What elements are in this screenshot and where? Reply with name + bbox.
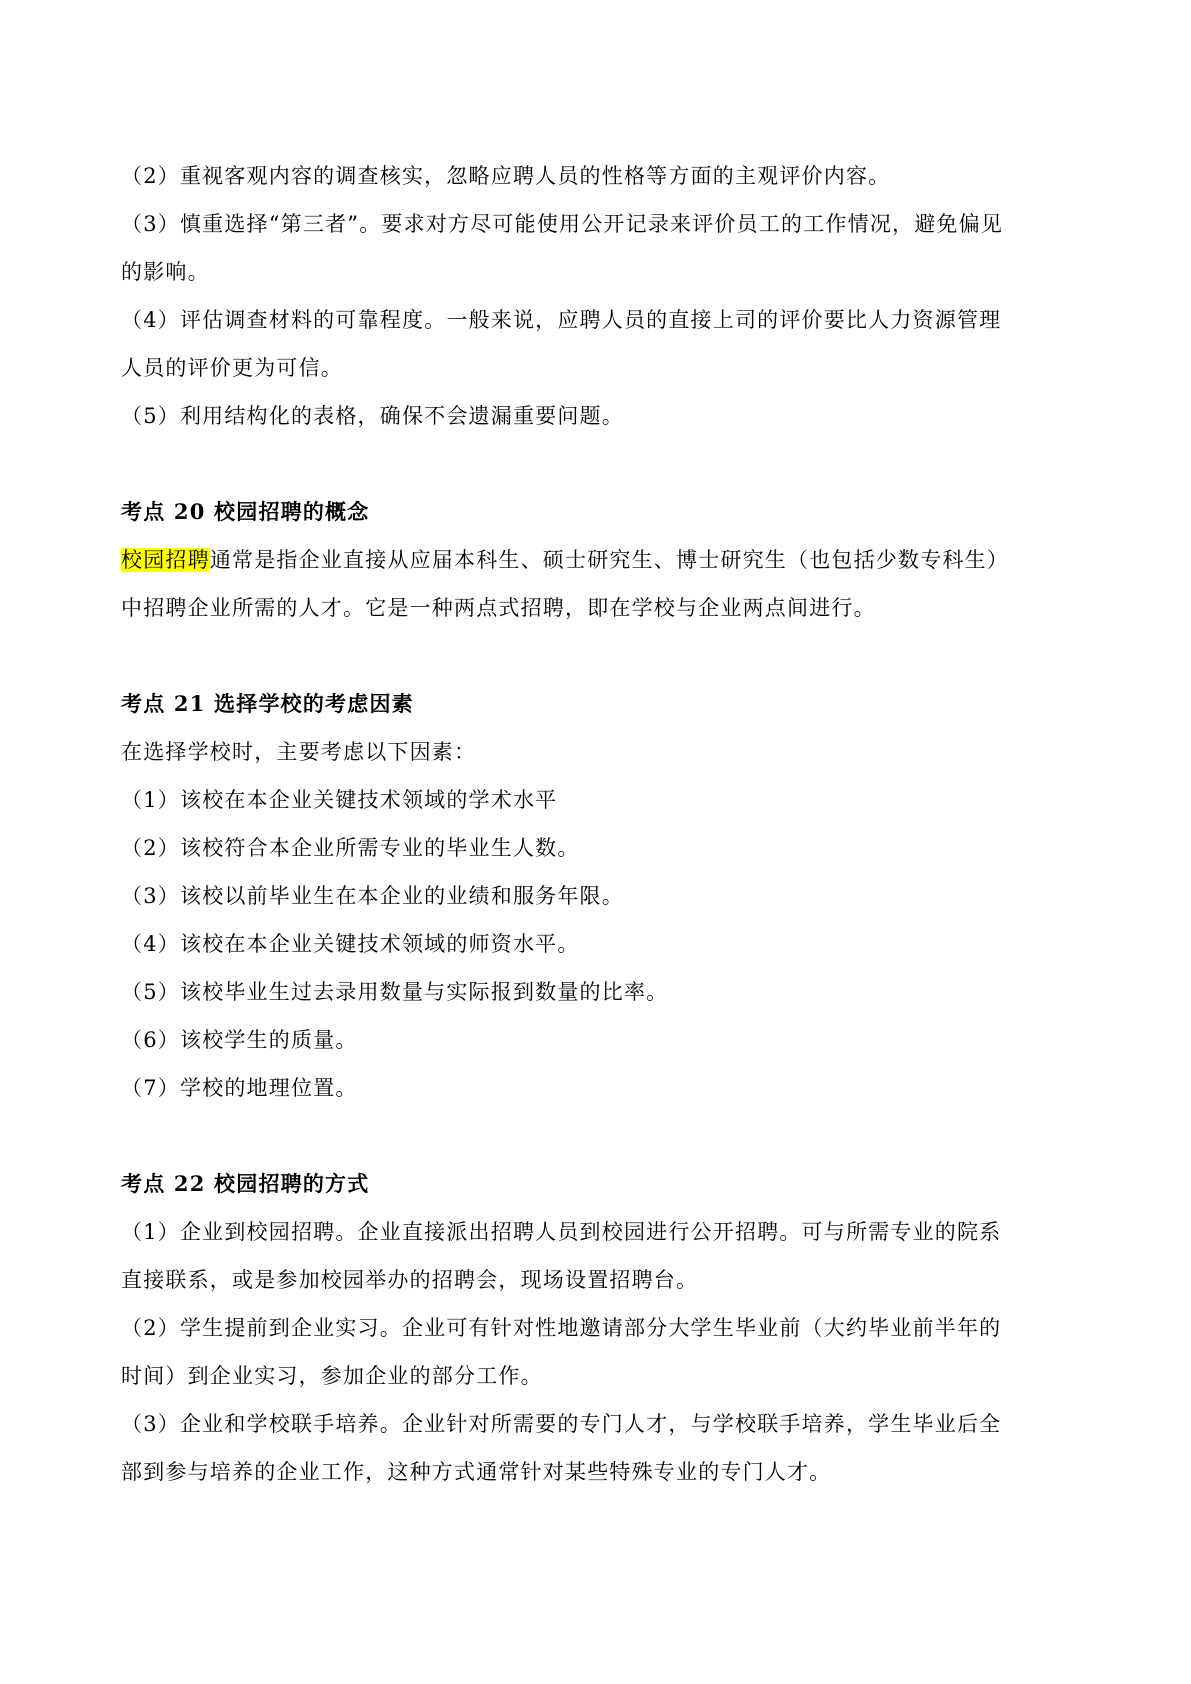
paragraph-line: 直接联系，或是参加校园举办的招聘会，现场设置招聘台。 — [121, 1268, 699, 1292]
list-item: （3）该校以前毕业生在本企业的业绩和服务年限。 — [121, 884, 624, 908]
list-item: （7）学校的地理位置。 — [121, 1076, 358, 1100]
section-heading-21: 考点 21 选择学校的考虑因素 — [121, 691, 414, 716]
paragraph-line: （5）利用结构化的表格，确保不会遗漏重要问题。 — [121, 404, 624, 428]
paragraph-line: 在选择学校时，主要考虑以下因素： — [121, 740, 477, 764]
paragraph-text: 通常是指企业直接从应届本科生、硕士研究生、博士研究生（也包括少数专科生） — [209, 548, 1010, 572]
paragraph-line: （4）评估调查材料的可靠程度。一般来说，应聘人员的直接上司的评价要比人力资源管理 — [121, 308, 1002, 332]
blank-line — [121, 1112, 1071, 1160]
paragraph-line: （2）重视客观内容的调查核实，忽略应聘人员的性格等方面的主观评价内容。 — [121, 164, 891, 188]
blank-line — [121, 632, 1071, 680]
list-item: （5）该校毕业生过去录用数量与实际报到数量的比率。 — [121, 980, 669, 1004]
paragraph-line: 中招聘企业所需的人才。它是一种两点式招聘，即在学校与企业两点间进行。 — [121, 596, 876, 620]
paragraph-line: （3）慎重选择“第三者”。要求对方尽可能使用公开记录来评价员工的工作情况，避免偏见 — [121, 212, 1004, 236]
paragraph-line — [121, 536, 1071, 584]
list-item: （4）该校在本企业关键技术领域的师资水平。 — [121, 932, 580, 956]
paragraph-line: 时间）到企业实习，参加企业的部分工作。 — [121, 1364, 543, 1388]
section-heading-20: 考点 20 校园招聘的概念 — [121, 499, 370, 524]
paragraph-line: （2）学生提前到企业实习。企业可有针对性地邀请部分大学生毕业前（大约毕业前半年的 — [121, 1316, 1002, 1340]
blank-line — [121, 440, 1071, 488]
paragraph-line: 的影响。 — [121, 260, 210, 284]
paragraph-line: （1）企业到校园招聘。企业直接派出招聘人员到校园进行公开招聘。可与所需专业的院系 — [121, 1220, 1002, 1244]
paragraph-line: 人员的评价更为可信。 — [121, 356, 343, 380]
list-item: （6）该校学生的质量。 — [121, 1028, 358, 1052]
paragraph-line: 部到参与培养的企业工作，这种方式通常针对某些特殊专业的专门人才。 — [121, 1460, 832, 1484]
list-item: （2）该校符合本企业所需专业的毕业生人数。 — [121, 836, 580, 860]
list-item: （1）该校在本企业关键技术领域的学术水平 — [121, 788, 558, 812]
paragraph-line: （3）企业和学校联手培养。企业针对所需要的专门人才，与学校联手培养，学生毕业后全 — [121, 1412, 1002, 1436]
highlighted-term: 校园招聘 — [121, 548, 210, 572]
section-heading-22: 考点 22 校园招聘的方式 — [121, 1171, 370, 1196]
